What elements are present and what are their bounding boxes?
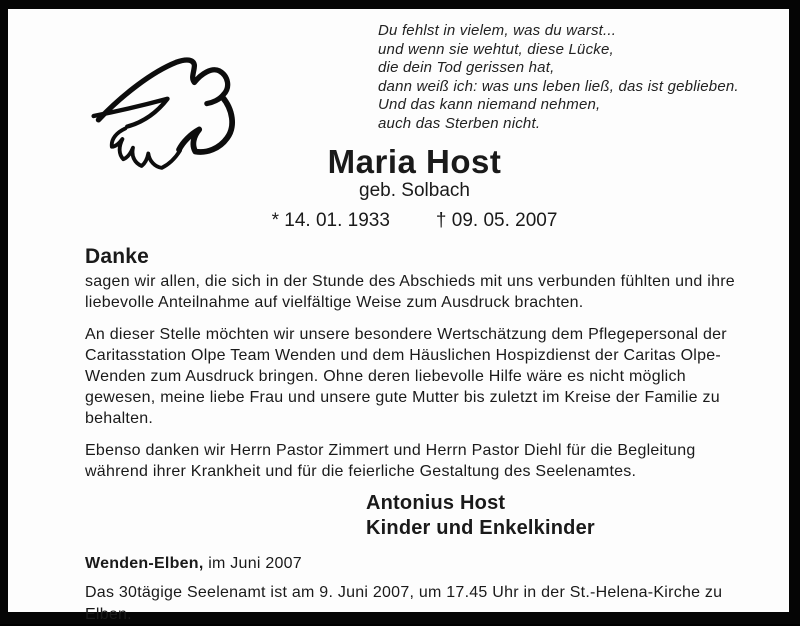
dateline-date: im Juni 2007 [208, 555, 302, 572]
notice-content [8, 9, 789, 623]
memorial-poem [378, 22, 739, 133]
closing-notice: Das 30tägige Seelenamt ist am 9. Juni 2007, um 17.45 Uhr in der St.-Helena-Kirche zu Elben. [85, 584, 723, 623]
poem-line: Und das kann niemand nehmen, [378, 96, 601, 113]
poem-line: dann weiß ich: was uns leben ließ, das ist geblieben. [378, 77, 739, 95]
signature-line: Kinder und Enkelkinder [366, 517, 595, 539]
deceased-name: Maria Host [327, 143, 502, 180]
birth-date: * 14. 01. 1933 [271, 210, 390, 231]
signature-block [366, 491, 744, 541]
poem-line: Du fehlst in vielem, was du warst... [378, 22, 617, 39]
poem-line: die dein Tod gerissen hat, [378, 59, 555, 76]
thanks-paragraph: An dieser Stelle möchten wir unsere besondere Wertschätzung dem Pflegepersonal der Caritasstation Olpe Team Wenden und dem Häuslichen Hospizdienst der Caritas Olpe-Wenden zum Ausdruck bringen. Ohne deren liebevolle Hilfe wäre es nicht möglich gewesen, meine liebe Frau und unsere gute Mutter bis zuletzt im Kreise der Familie zu behalten. [85, 326, 727, 427]
dateline-place: Wenden-Elben, [85, 555, 204, 572]
death-date: † 09. 05. 2007 [435, 210, 558, 231]
thanks-paragraph: sagen wir allen, die sich in der Stunde des Abschieds mit uns verbunden fühlten und ihre liebevolle Anteilnahme auf vielfältige Weise zum Ausdruck brachten. [85, 273, 735, 311]
life-dates [85, 208, 744, 233]
poem-line: und wenn sie wehtut, diese Lücke, [378, 40, 614, 58]
maiden-name: geb. Solbach [359, 180, 470, 201]
thanks-paragraph: Ebenso danken wir Herrn Pastor Zimmert und Herrn Pastor Diehl für die Begleitung während ihrer Krankheit und für die feierliche Gestaltung des Seelenamtes. [85, 442, 696, 480]
poem-line: auch das Sterben nicht. [378, 114, 541, 132]
signature-line: Antonius Host [366, 492, 506, 514]
thanks-heading: Danke [85, 245, 150, 268]
dove-icon [60, 35, 300, 199]
dateline [85, 553, 744, 574]
